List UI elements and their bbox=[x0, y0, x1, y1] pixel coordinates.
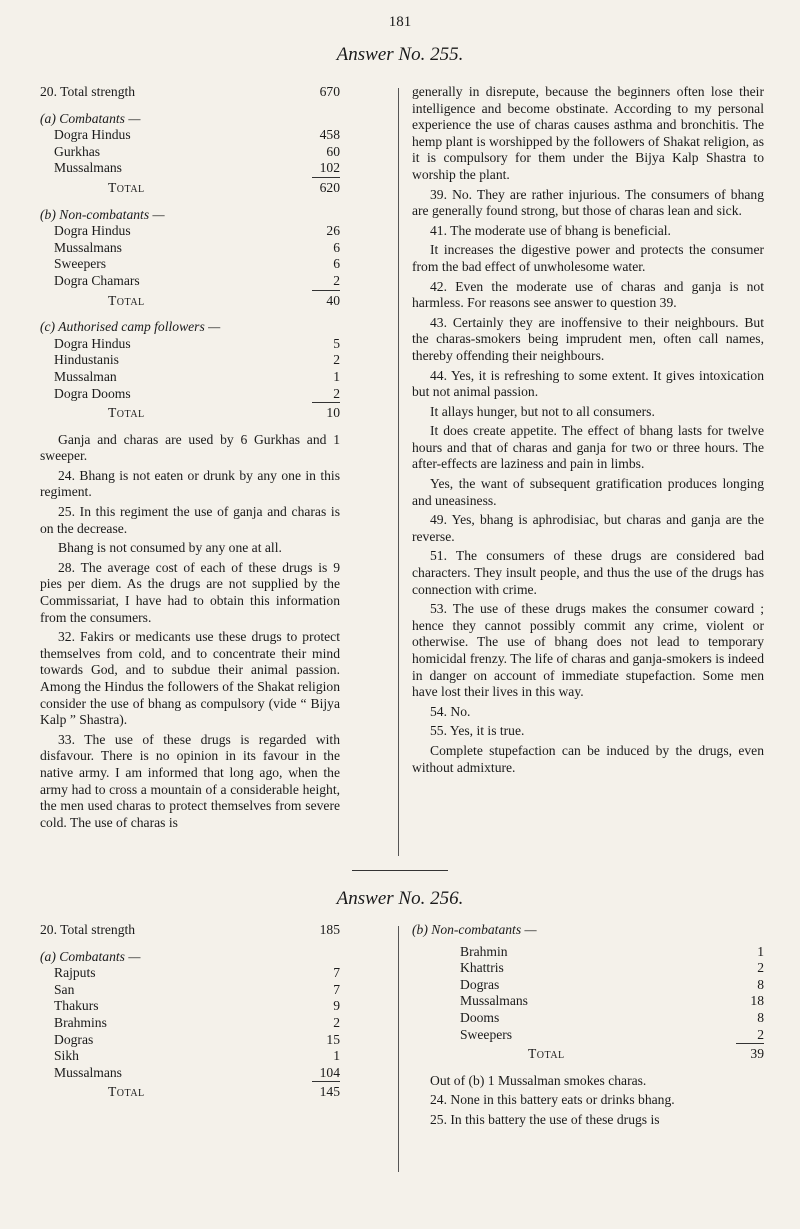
stat-row: Rajputs 7 bbox=[54, 965, 340, 981]
stat-row: Dogra Dooms 2 bbox=[54, 385, 340, 401]
paragraph: 55. Yes, it is true. bbox=[430, 723, 525, 739]
paragraph: 24. None in this battery eats or drinks bhang. bbox=[430, 1092, 675, 1108]
paragraph: 53. The use of these drugs makes the consumer coward ; hence they cannot possibly commit any crime, violent or otherwise. The use of bhang does not lead to temporary homicidal frenzy. The life of charas and ganja-smokers is indeed in danger on account of immediate stupefaction. Some men have lost their lives in this way. bbox=[412, 601, 764, 700]
answer-255-heading: Answer No. 255. bbox=[336, 44, 464, 65]
paragraph: 49. Yes, bhang is aphrodisiac, but charas and ganja are the reverse. bbox=[412, 512, 764, 544]
paragraph: 39. No. They are rather injurious. The consumers of bhang are generally found strong, but those of charas lean and sick. bbox=[412, 186, 764, 219]
combatants-total-row: Total 145 bbox=[108, 1084, 340, 1100]
paragraph: 25. In this battery the use of these drugs is bbox=[430, 1111, 660, 1127]
answer-256-left-column bbox=[40, 922, 340, 1101]
paragraph: Yes, the want of subsequent gratification produces longing and uneasiness. bbox=[412, 476, 764, 508]
stat-row: Thakurs 9 bbox=[54, 998, 340, 1014]
stat-row: Sikh 1 bbox=[54, 1048, 340, 1064]
paragraph: 28. The average cost of each of these drugs is 9 pies per diem. As the drugs are not supplied by the Commissariat, I have had to obtain this information from the consumers. bbox=[40, 559, 340, 625]
stat-row: Khattris 2 bbox=[460, 960, 764, 976]
paragraph: Bhang is not consumed by any one at all. bbox=[58, 540, 282, 556]
stat-row: Dogra Chamars 2 bbox=[54, 272, 340, 288]
stat-row: Dogra Hindus 26 bbox=[54, 223, 340, 239]
total-strength-row bbox=[40, 84, 340, 101]
column-divider bbox=[398, 926, 399, 1172]
paragraph: 54. No. bbox=[430, 703, 471, 719]
total-strength-label: 20. Total strength bbox=[40, 84, 136, 99]
non-combatants-title: (b) Non-combatants — bbox=[40, 206, 165, 222]
combatants-title: (a) Combatants — bbox=[40, 110, 141, 126]
paragraph: Complete stupefaction can be induced by the drugs, even without admixture. bbox=[412, 742, 764, 775]
total-strength-label: 20. Total strength bbox=[40, 922, 136, 937]
combatants-title: (a) Combatants — bbox=[40, 948, 141, 964]
paragraph: 25. In this regiment the use of ganja and charas is on the decrease. bbox=[40, 504, 340, 536]
stat-row: Dooms 8 bbox=[460, 1009, 764, 1025]
combatants-total-row: Total 620 bbox=[108, 179, 340, 195]
answer-256-heading: Answer No. 256. bbox=[336, 888, 464, 909]
stat-row: Sweepers 6 bbox=[54, 256, 340, 272]
stat-row: Gurkhas 60 bbox=[54, 143, 340, 159]
paragraph: It does create appetite. The effect of bhang lasts for twelve hours and that of charas and ganja for two or three hours. The after-effects are laziness and pain in limbs. bbox=[412, 423, 764, 472]
page-number: 181 bbox=[388, 14, 412, 30]
stat-row: Mussalmans 18 bbox=[460, 993, 764, 1009]
stat-row: Mussalman 1 bbox=[54, 368, 340, 384]
total-strength-value: 670 bbox=[319, 84, 340, 99]
non-combatants-total-row: Total 39 bbox=[528, 1046, 764, 1062]
total-strength-row bbox=[40, 922, 340, 939]
non-combatants-list bbox=[460, 944, 764, 1063]
paragraph: 33. The use of these drugs is regarded with disfavour. There is no opinion in its favour in the native army. I am informed that long ago, when the army had to cross a mountain of a considerable height, the men used charas to protect themselves from severe cold. The use of charas is bbox=[40, 731, 340, 830]
stat-row: Dogra Hindus 458 bbox=[54, 127, 340, 143]
paragraph: It allays hunger, but not to all consumers. bbox=[430, 403, 655, 419]
stat-row: Brahmins 2 bbox=[54, 1014, 340, 1030]
non-combatants-total-row: Total 40 bbox=[108, 292, 340, 308]
stat-row: Brahmin 1 bbox=[460, 943, 764, 959]
followers-total-row: Total 10 bbox=[108, 405, 340, 421]
stat-row: Sweepers 2 bbox=[460, 1026, 764, 1042]
paragraph: 32. Fakirs or medicants use these drugs to protect themselves from cold, and to concentrate their mind towards God, and to subdue their animal passion. Among the Hindus the followers of the Shakat religion consider the use of bhang as compulsory (vide “ Bijya Kalp ” Shastra). bbox=[40, 629, 340, 728]
paragraph: 24. Bhang is not eaten or drunk by any one in this regiment. bbox=[40, 467, 340, 500]
paragraph: generally in disrepute, because the beginners often lose their intelligence and become obstinate. According to my personal experience the use of charas causes asthma and bronchitis. The hemp plant is worshipped by the followers of Shakat religion, as it is compulsory for them under the Bijya Kalp Shastra to worship the plant. bbox=[412, 84, 764, 182]
answer-255-left-column bbox=[40, 84, 340, 834]
paragraph: 43. Certainly they are inoffensive to their neighbours. But the charas-smokers being imprudent men, often call names, thereby offending their neighbours. bbox=[412, 314, 764, 363]
stat-row: Mussalmans 6 bbox=[54, 239, 340, 255]
answer-256-right-column bbox=[412, 922, 764, 1132]
section-divider bbox=[352, 870, 448, 871]
stat-row: Dogras 8 bbox=[460, 976, 764, 992]
paragraph: 51. The consumers of these drugs are considered bad characters. They insult people, and thus the use of the drugs has connection with crime. bbox=[412, 548, 764, 597]
column-divider bbox=[398, 88, 399, 856]
paragraph: 42. Even the moderate use of charas and ganja is not harmless. For reasons see answer to question 39. bbox=[412, 278, 764, 311]
stat-row: San 7 bbox=[54, 981, 340, 997]
paragraph: It increases the digestive power and protects the consumer from the bad effect of unwholesome water. bbox=[412, 242, 764, 274]
paragraph: Ganja and charas are used by 6 Gurkhas and 1 sweeper. bbox=[40, 431, 340, 464]
paragraph: 41. The moderate use of bhang is beneficial. bbox=[430, 222, 671, 238]
paragraph: 44. Yes, it is refreshing to some extent. It gives intoxication but not animal passion. bbox=[412, 367, 764, 400]
stat-row: Mussalmans 102 bbox=[54, 160, 340, 176]
stat-row: Mussalmans 104 bbox=[54, 1064, 340, 1080]
stat-row: Hindustanis 2 bbox=[54, 352, 340, 368]
paragraph: Out of (b) 1 Mussalman smokes charas. bbox=[430, 1072, 647, 1088]
followers-title: (c) Authorised camp followers — bbox=[40, 319, 221, 335]
non-combatants-title: (b) Non-combatants — bbox=[412, 922, 537, 937]
answer-255-right-column bbox=[412, 84, 764, 779]
total-strength-value: 185 bbox=[319, 922, 340, 937]
stat-row: Dogra Hindus 5 bbox=[54, 335, 340, 351]
stat-row: Dogras 15 bbox=[54, 1031, 340, 1047]
